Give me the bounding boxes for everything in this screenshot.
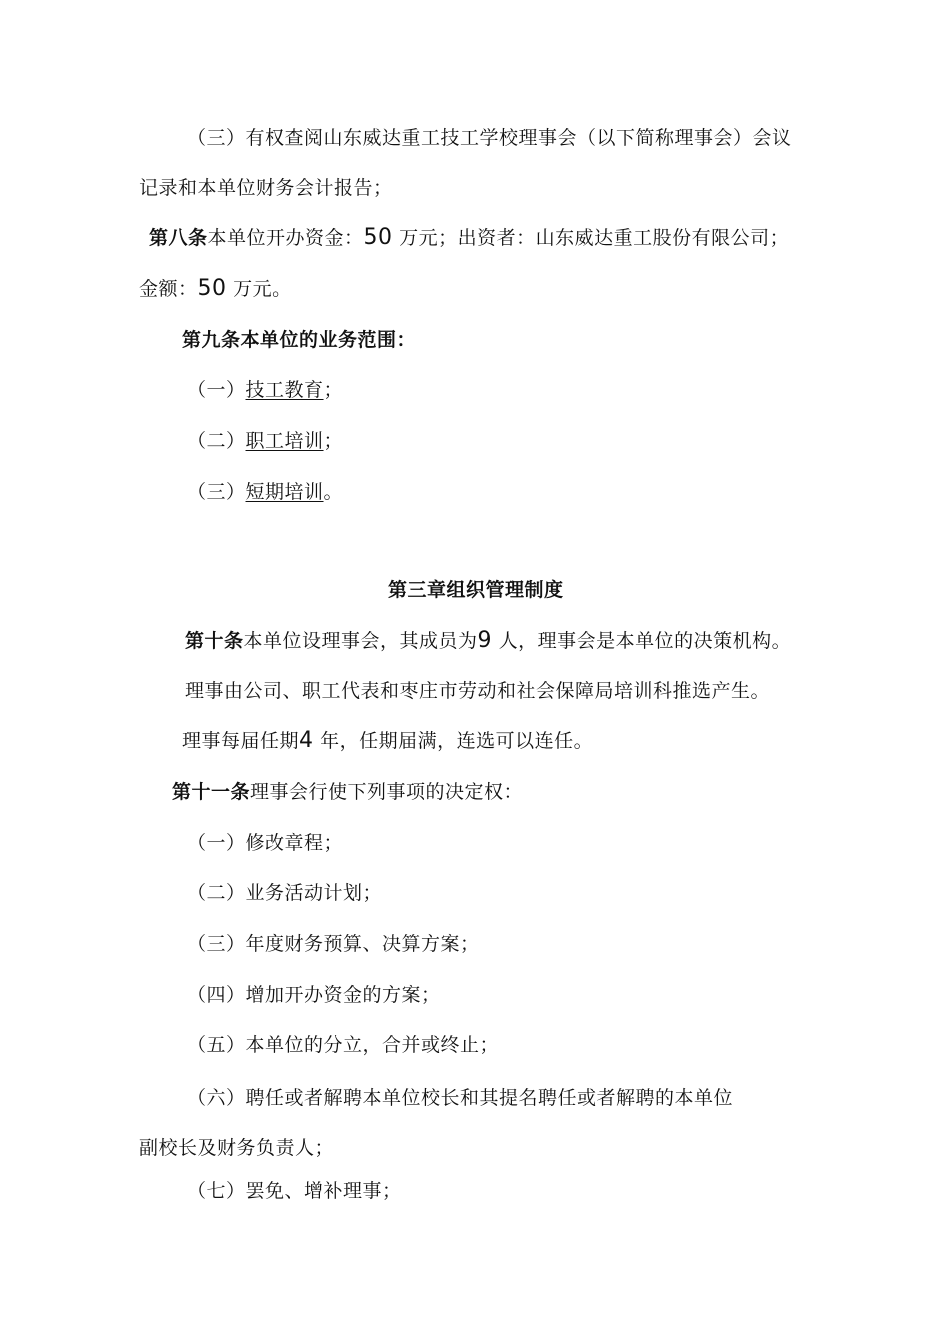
scope-item-prefix: （一） xyxy=(187,379,246,401)
article-8-label: 第八条 xyxy=(149,227,208,249)
article-9-heading: 第九条本单位的业务范围： xyxy=(182,329,417,351)
scope-item xyxy=(187,378,343,402)
article-10-line3 xyxy=(182,729,593,753)
board-power-item: （三）年度财务预算、决算方案； xyxy=(187,933,480,955)
article-8-text2: 万元；出资者：山东威达重工股份有限公司； xyxy=(399,227,790,249)
article-8-amount2: 50 xyxy=(197,276,227,301)
article-8-line1 xyxy=(149,226,789,250)
scope-item-suffix: ； xyxy=(323,379,344,401)
article-8-text3: 金额： xyxy=(139,278,198,300)
board-power-item: （七）罢免、增补理事； xyxy=(187,1180,402,1202)
article-11-text: 理事会行使下列事项的决定权： xyxy=(250,781,524,803)
scope-item xyxy=(187,429,343,453)
scope-item-text: 职工培训 xyxy=(245,430,324,452)
scope-item-text: 技工教育 xyxy=(245,379,324,401)
article-8-line2 xyxy=(139,277,292,301)
article-10-label: 第十条 xyxy=(185,630,244,652)
article-10-line3-b: 年，任期届满，连选可以连任。 xyxy=(320,730,594,752)
board-power-item-continued: 副校长及财务负责人； xyxy=(139,1137,335,1159)
rights-item-3-line1: （三）有权查阅山东威达重工技工学校理事会（以下简称理事会）会议 xyxy=(187,127,792,149)
article-10-line3-a: 理事每届任期 xyxy=(182,730,300,752)
rights-item-3-line2: 记录和本单位财务会计报告； xyxy=(139,177,393,199)
scope-item xyxy=(187,480,343,504)
board-power-item: （六）聘任或者解聘本单位校长和其提名聘任或者解聘的本单位 xyxy=(187,1087,734,1109)
scope-item-prefix: （二） xyxy=(187,430,246,452)
article-10-line1 xyxy=(185,629,791,653)
article-10-text2: 人，理事会是本单位的决策机构。 xyxy=(498,630,792,652)
article-11-heading xyxy=(172,780,523,804)
article-10-member-count: 9 xyxy=(477,628,493,653)
board-power-item: （四）增加开办资金的方案； xyxy=(187,984,441,1006)
scope-item-suffix: ； xyxy=(323,430,344,452)
article-8-amount1: 50 xyxy=(363,225,393,250)
article-8-text1: 本单位开办资金： xyxy=(207,227,364,249)
board-power-item: （五）本单位的分立，合并或终止； xyxy=(187,1034,500,1056)
article-11-label: 第十一条 xyxy=(172,781,251,803)
article-10-line2: 理事由公司、职工代表和枣庄市劳动和社会保障局培训科推选产生。 xyxy=(185,680,771,702)
scope-item-prefix: （三） xyxy=(187,481,246,503)
board-power-item: （一）修改章程； xyxy=(187,832,344,854)
chapter-3-title: 第三章组织管理制度 xyxy=(388,579,564,601)
scope-item-suffix: 。 xyxy=(323,481,344,503)
article-8-text4: 万元。 xyxy=(233,278,292,300)
scope-item-text: 短期培训 xyxy=(245,481,324,503)
article-10-text1: 本单位设理事会，其成员为 xyxy=(243,630,478,652)
article-10-term: 4 xyxy=(299,728,314,753)
board-power-item: （二）业务活动计划； xyxy=(187,882,383,904)
